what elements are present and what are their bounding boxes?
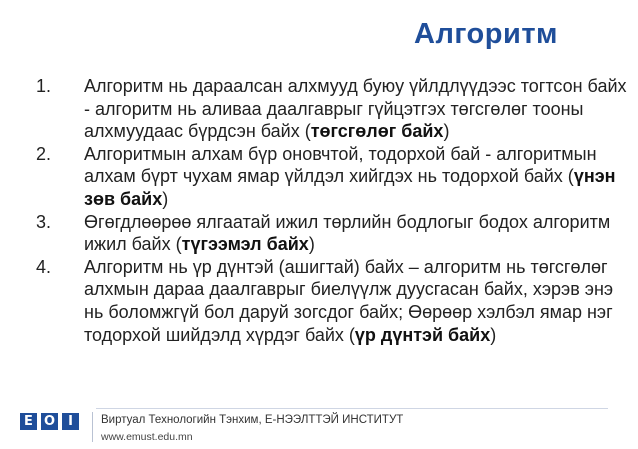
logo-letter-e: E [20, 413, 37, 430]
item-list [36, 75, 632, 346]
list-item-2 [36, 143, 632, 211]
item-term: үр дүнтэй байх [354, 324, 491, 345]
footer-organization: Виртуал Технологийн Тэнхим, Е-НЭЭЛТТЭЙ ИНСТИТУТ [101, 414, 404, 426]
item-number: 4. [36, 256, 52, 277]
item-number: 2. [36, 143, 52, 164]
item-text-before: Өгөгдлөөрөө ялгаатай ижил төрлийн бодлогыг бодох алгоритм ижил байх ( [84, 211, 611, 255]
logo-letter-o: O [41, 413, 58, 430]
item-text-before: Алгоритмын алхам бүр оновчтой, тодорхой бай - алгоритмын алхам бүрт чухам ямар үйлдэл хийгдэх нь тодорхой байх ( [84, 143, 597, 187]
slide-title: Алгоритм [414, 18, 558, 50]
logo-letter-i: I [62, 413, 79, 430]
item-text-after: ) [162, 188, 169, 209]
list-item-1 [36, 75, 632, 143]
list-item-4 [36, 256, 632, 346]
item-text [84, 75, 632, 143]
list-item-3 [36, 211, 632, 256]
item-text [84, 211, 632, 256]
eoi-logo [20, 413, 79, 430]
item-number: 3. [36, 211, 52, 232]
item-text-after: ) [490, 324, 497, 345]
footer-url: www.emust.edu.mn [101, 431, 193, 443]
item-term: төгсгөлөг байх [310, 121, 444, 142]
item-term: үнэн зөв байх [84, 166, 616, 209]
item-text-after: ) [308, 234, 315, 255]
item-text [84, 256, 632, 346]
footer-separator [92, 412, 93, 442]
item-text-after: ) [443, 121, 450, 142]
footer-divider [96, 408, 608, 409]
item-text [84, 143, 632, 211]
item-term: түгээмэл байх [181, 234, 309, 255]
item-text-before: Алгоритм нь дараалсан алхмууд буюу үйлдлүүдээс тогтсон байх - алгоритм нь аливаа даалгаврыг гүйцэтгэх төгсгөлөг тооны алхмуудаас бүрдсэн байх ( [84, 76, 627, 142]
item-text-before: Алгоритм нь үр дүнтэй (ашигтай) байх – алгоритм нь төгсгөлөг алхмын дараа даалгаврыг биелүүлж дуусгасан байх, хэрэв энэ нь боломжгүй бол даруй зогсдог байх; Өөрөөр хэлбэл ямар нэг тодорхой шийдэлд хүрдэг байх ( [84, 256, 614, 345]
item-number: 1. [36, 76, 52, 96]
